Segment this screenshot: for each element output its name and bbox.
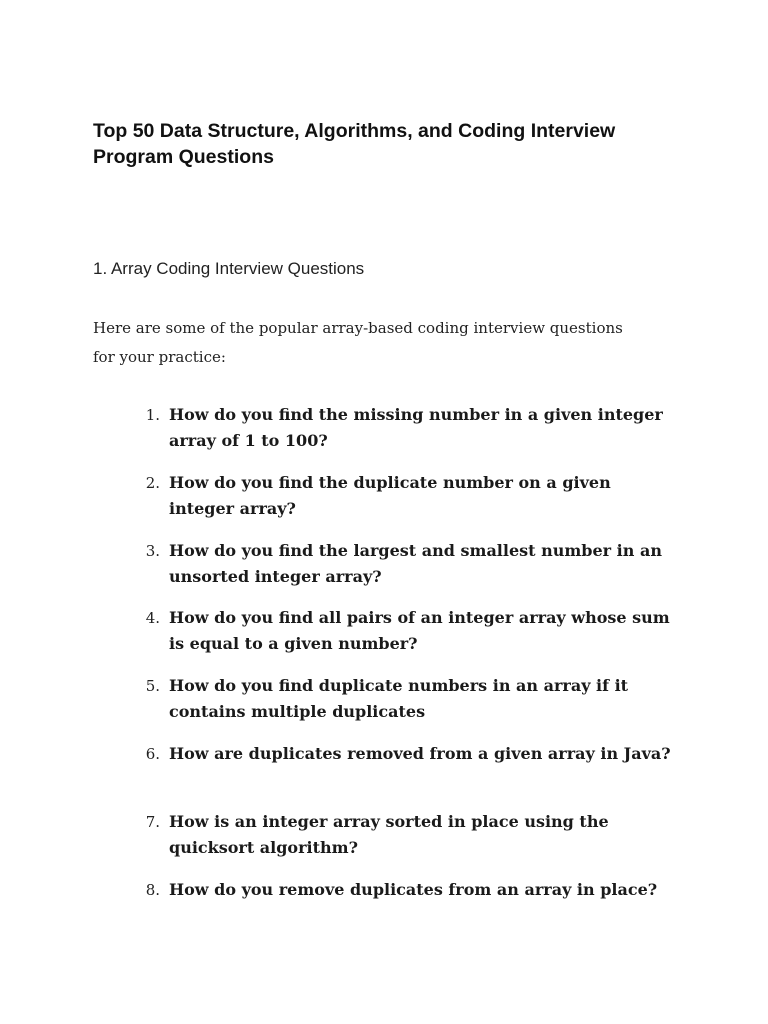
question-text: How do you find duplicate numbers in an array if it contains multiple duplicates	[169, 676, 629, 722]
list-item	[0, 741, 768, 809]
list-item	[0, 605, 768, 673]
list-item	[0, 809, 768, 877]
question-text: How do you find the largest and smallest number in an unsorted integer array?	[169, 540, 662, 586]
list-item	[0, 538, 768, 606]
question-text: How are duplicates removed from a given array in Java?	[169, 743, 671, 763]
question-text: How do you find the duplicate number on a given integer array?	[169, 472, 611, 518]
question-list	[0, 402, 768, 944]
list-item	[0, 673, 768, 741]
question-number: 4.	[145, 609, 160, 628]
question-text: How do you remove duplicates from an array in place?	[169, 879, 658, 899]
question-text: How do you find the missing number in a given integer array of 1 to 100?	[169, 405, 663, 450]
question-text: How is an integer array sorted in place using the quicksort algorithm?	[169, 811, 609, 857]
list-item	[0, 402, 768, 470]
section-heading: 1. Array Coding Interview Questions	[93, 259, 365, 278]
question-number: 2.	[145, 473, 160, 492]
document-title: Top 50 Data Structure, Algorithms, and Coding Interview Program Questions	[93, 120, 616, 168]
list-item	[0, 470, 768, 538]
question-number: 6.	[145, 744, 160, 763]
question-number: 3.	[145, 541, 160, 560]
question-number: 1.	[145, 406, 160, 424]
question-text: How do you find all pairs of an integer array whose sum is equal to a given number?	[169, 608, 670, 654]
question-number: 5.	[145, 677, 160, 696]
list-item	[0, 877, 768, 945]
intro-paragraph: Here are some of the popular array-based coding interview questions for your practice:	[93, 319, 623, 366]
question-number: 7.	[145, 812, 160, 831]
question-number: 8.	[145, 880, 160, 899]
